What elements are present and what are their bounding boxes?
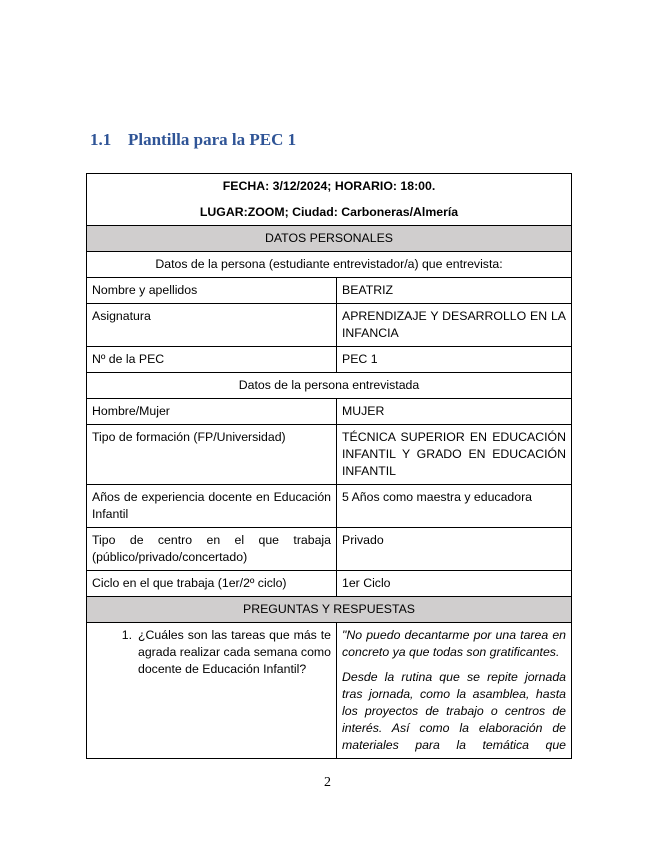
subject-label: Asignatura <box>87 304 337 347</box>
table-row <box>87 304 572 347</box>
table-row <box>87 347 572 373</box>
interviewee-title-cell: Datos de la persona entrevistada <box>87 373 572 399</box>
table-row <box>87 528 572 571</box>
date-time-line: FECHA: 3/12/2024; HORARIO: 18:00. <box>222 179 436 193</box>
section-title: Plantilla para la PEC 1 <box>128 130 297 149</box>
section-qa-cell: PREGUNTAS Y RESPUESTAS <box>87 597 572 623</box>
cycle-label: Ciclo en el que trabaja (1er/2º ciclo) <box>87 571 337 597</box>
interviewer-title-row <box>87 252 572 278</box>
table-row <box>87 399 572 425</box>
page-number: 2 <box>324 775 331 790</box>
name-label: Nombre y apellidos <box>87 278 337 304</box>
section-row-qa <box>87 597 572 623</box>
question-row <box>87 623 572 759</box>
header-row <box>87 174 572 226</box>
training-label: Tipo de formación (FP/Universidad) <box>87 425 337 485</box>
section-row-personal <box>87 226 572 252</box>
years-label: Años de experiencia docente en Educación Infantil <box>87 485 337 528</box>
section-number: 1.1 <box>90 130 112 149</box>
training-value: TÉCNICA SUPERIOR EN EDUCACIÓN INFANTIL Y GRADO EN EDUCACIÓN INFANTIL <box>337 425 572 485</box>
answer-paragraph: Desde la rutina que se repite jornada tras jornada, como la asamblea, hasta los proyectos de trabajo o centros de interés. Así como la elaboración de materiales para la temática que <box>342 670 567 752</box>
center-value: Privado <box>337 528 572 571</box>
gender-value: MUJER <box>337 399 572 425</box>
table-row <box>87 485 572 528</box>
table-row <box>87 278 572 304</box>
table-row <box>87 571 572 597</box>
location-line: LUGAR:ZOOM; Ciudad: Carboneras/Almería <box>199 205 459 219</box>
pec-label: Nº de la PEC <box>87 347 337 373</box>
gender-label: Hombre/Mujer <box>87 399 337 425</box>
pec-template-table <box>86 173 572 759</box>
answer-cell <box>337 623 572 759</box>
section-personal-cell: DATOS PERSONALES <box>87 226 572 252</box>
interviewee-title-row <box>87 373 572 399</box>
question-text: ¿Cuáles son las tareas que más te agrada realizar cada semana como docente de Educación Infantil? <box>138 628 331 676</box>
center-label: Tipo de centro en el que trabaja (público/privado/concertado) <box>87 528 337 571</box>
pec-value: PEC 1 <box>337 347 572 373</box>
question-cell <box>87 623 337 759</box>
subject-value: APRENDIZAJE Y DESARROLLO EN LA INFANCIA <box>337 304 572 347</box>
header-cell <box>87 174 572 226</box>
interviewer-title-cell: Datos de la persona (estudiante entrevistador/a) que entrevista: <box>87 252 572 278</box>
table-row <box>87 425 572 485</box>
name-value: BEATRIZ <box>337 278 572 304</box>
cycle-value: 1er Ciclo <box>337 571 572 597</box>
answer-paragraph: "No puedo decantarme por una tarea en concreto ya que todas son gratificantes. <box>342 628 567 659</box>
section-heading <box>90 130 296 150</box>
years-value: 5 Años como maestra y educadora <box>337 485 572 528</box>
question-number: 1. <box>121 628 132 642</box>
